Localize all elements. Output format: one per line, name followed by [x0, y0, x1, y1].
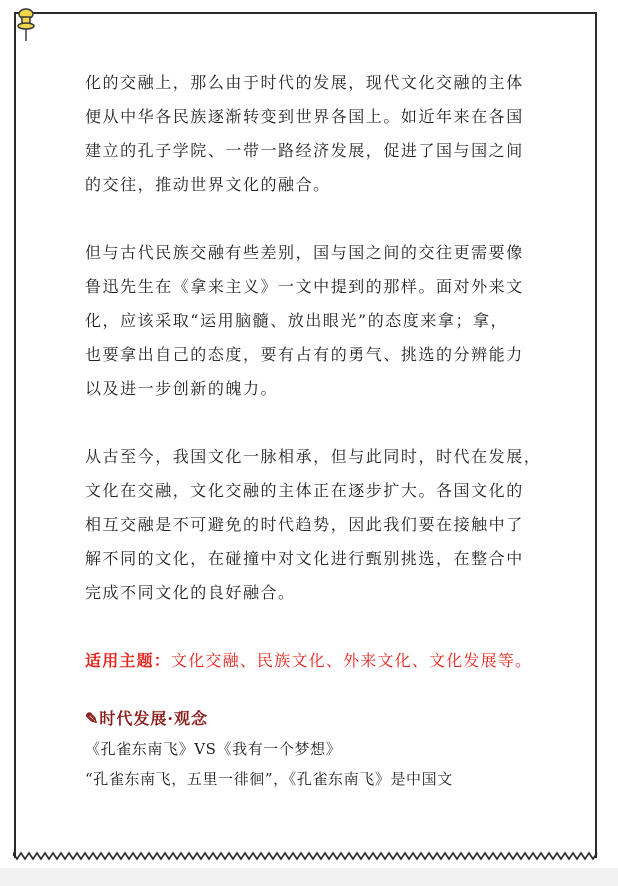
section-heading — [85, 704, 535, 734]
paragraph-2 — [85, 236, 535, 406]
pencil-icon: ✎ — [85, 709, 100, 728]
text-line: 的交往，推动世界文化的融合。 — [85, 175, 331, 194]
text-line: 从古至今，我国文化一脉相承，但与此同时，时代在发展， — [85, 447, 542, 466]
text-line: 便从中华各民族逐渐转变到世界各国上。如近年来在各国 — [85, 107, 524, 126]
text-line: 也要拿出自己的态度，要有占有的勇气、挑选的分辨能力 — [85, 345, 524, 364]
text-line: 建立的孔子学院、一带一路经济发展，促进了国与国之间 — [85, 141, 524, 160]
text-line: 化，应该采取“运用脑髓、放出眼光”的态度来拿；拿， — [85, 311, 509, 330]
theme-value: 文化交融、民族文化、外来文化、文化发展等。 — [171, 651, 533, 670]
text-line: 解不同的文化，在碰撞中对文化进行甄别挑选，在整合中 — [85, 549, 524, 568]
paragraph-3 — [85, 440, 542, 610]
theme-label: 适用主题： — [85, 651, 172, 670]
text-line: 完成不同文化的良好融合。 — [85, 583, 296, 602]
pushpin-icon — [14, 8, 38, 42]
text-line: 文化在交融，文化交融的主体正在逐步扩大。各国文化的 — [85, 481, 524, 500]
page-bottom-wavy-edge — [13, 850, 599, 862]
section-first-line: “孔雀东南飞，五里一徘徊”，《孔雀东南飞》是中国文 — [85, 770, 453, 788]
text-line: 化的交融上，那么由于时代的发展，现代文化交融的主体 — [85, 73, 524, 92]
text-line: 相互交融是不可避免的时代趋势，因此我们要在接触中了 — [85, 515, 524, 534]
section-title: 时代发展·观念 — [99, 709, 208, 728]
page-gap — [0, 868, 618, 886]
paragraph-1 — [85, 66, 535, 202]
section-subtitle: 《孔雀东南飞》VS《我有一个梦想》 — [85, 740, 342, 758]
text-line: 但与古代民族交融有些差别，国与国之间的交往更需要像 — [85, 243, 524, 262]
text-line: 鲁迅先生在《拿来主义》一文中提到的那样。面对外来文 — [85, 277, 524, 296]
text-line: 以及进一步创新的魄力。 — [85, 379, 279, 398]
applicable-theme — [85, 644, 535, 678]
document-body — [85, 66, 542, 794]
